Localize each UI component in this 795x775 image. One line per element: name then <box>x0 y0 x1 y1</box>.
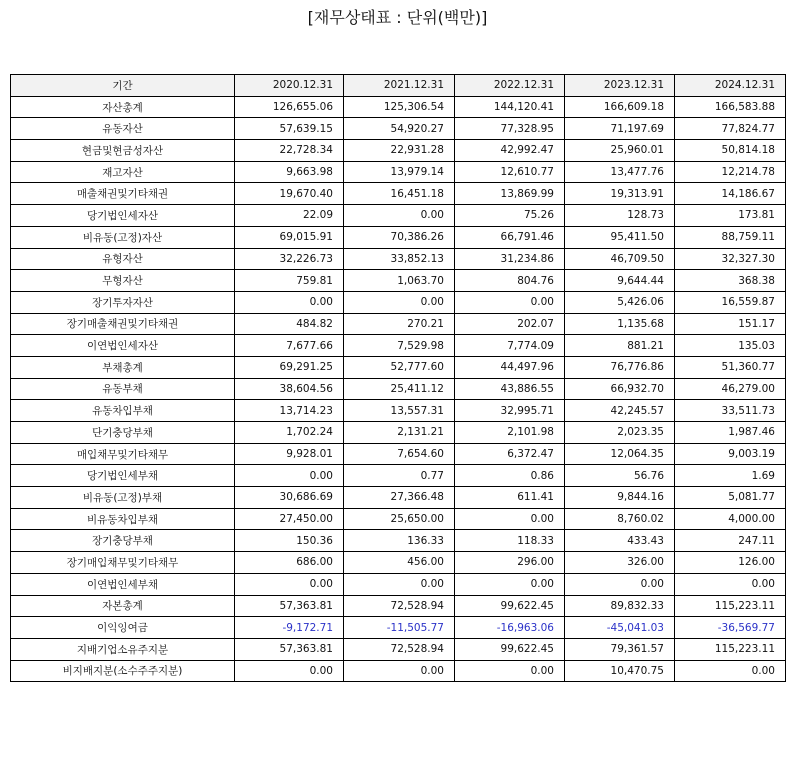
value-cell: -16,963.06 <box>455 617 565 639</box>
value-cell: 0.00 <box>344 660 455 682</box>
row-label: 매출채권및기타채권 <box>11 183 235 205</box>
value-cell: 686.00 <box>235 552 344 574</box>
value-cell: -11,505.77 <box>344 617 455 639</box>
value-cell: 166,583.88 <box>675 96 786 118</box>
value-cell: 13,979.14 <box>344 161 455 183</box>
value-cell: 31,234.86 <box>455 248 565 270</box>
row-label: 부채총계 <box>11 356 235 378</box>
value-cell: 33,852.13 <box>344 248 455 270</box>
table-row <box>11 660 786 682</box>
table-header-row <box>11 75 786 97</box>
value-cell: 77,328.95 <box>455 118 565 140</box>
row-label: 비유동(고정)자산 <box>11 226 235 248</box>
row-label: 자본총계 <box>11 595 235 617</box>
row-label: 장기충당부채 <box>11 530 235 552</box>
row-label: 재고자산 <box>11 161 235 183</box>
value-cell: 0.00 <box>455 291 565 313</box>
value-cell: 13,714.23 <box>235 400 344 422</box>
value-cell: 4,000.00 <box>675 508 786 530</box>
value-cell: 13,557.31 <box>344 400 455 422</box>
value-cell: 118.33 <box>455 530 565 552</box>
value-cell: 13,477.76 <box>565 161 675 183</box>
value-cell: 2,131.21 <box>344 422 455 444</box>
value-cell: 115,223.11 <box>675 638 786 660</box>
value-cell: 1,702.24 <box>235 422 344 444</box>
value-cell: 144,120.41 <box>455 96 565 118</box>
row-label: 지배기업소유주지분 <box>11 638 235 660</box>
value-cell: 75.26 <box>455 205 565 227</box>
value-cell: 43,886.55 <box>455 378 565 400</box>
value-cell: 51,360.77 <box>675 356 786 378</box>
value-cell: 46,279.00 <box>675 378 786 400</box>
value-cell: 115,223.11 <box>675 595 786 617</box>
value-cell: 12,064.35 <box>565 443 675 465</box>
value-cell: 135.03 <box>675 335 786 357</box>
row-label: 비유동차입부채 <box>11 508 235 530</box>
table-row <box>11 161 786 183</box>
value-cell: 22,931.28 <box>344 140 455 162</box>
table-row <box>11 313 786 335</box>
value-cell: 247.11 <box>675 530 786 552</box>
value-cell: 16,451.18 <box>344 183 455 205</box>
value-cell: 69,291.25 <box>235 356 344 378</box>
value-cell: 25,650.00 <box>344 508 455 530</box>
value-cell: 2,023.35 <box>565 422 675 444</box>
table-row <box>11 140 786 162</box>
table-row <box>11 400 786 422</box>
value-cell: 433.43 <box>565 530 675 552</box>
value-cell: 25,411.12 <box>344 378 455 400</box>
value-cell: 270.21 <box>344 313 455 335</box>
value-cell: 759.81 <box>235 270 344 292</box>
row-label: 매입채무및기타채무 <box>11 443 235 465</box>
value-cell: 42,992.47 <box>455 140 565 162</box>
page-title: [재무상태표 : 단위(백만)] <box>307 8 488 27</box>
row-label: 무형자산 <box>11 270 235 292</box>
table-row <box>11 96 786 118</box>
table-row <box>11 508 786 530</box>
value-cell: 10,470.75 <box>565 660 675 682</box>
value-cell: 0.00 <box>455 660 565 682</box>
header-year: 2024.12.31 <box>675 75 786 97</box>
value-cell: 128.73 <box>565 205 675 227</box>
value-cell: 32,327.30 <box>675 248 786 270</box>
value-cell: 9,844.16 <box>565 487 675 509</box>
value-cell: 57,363.81 <box>235 638 344 660</box>
row-label: 자산총계 <box>11 96 235 118</box>
value-cell: 202.07 <box>455 313 565 335</box>
value-cell: 38,604.56 <box>235 378 344 400</box>
row-label: 장기매입채무및기타채무 <box>11 552 235 574</box>
table-row <box>11 617 786 639</box>
value-cell: 5,081.77 <box>675 487 786 509</box>
value-cell: 0.00 <box>344 205 455 227</box>
value-cell: 0.77 <box>344 465 455 487</box>
value-cell: 368.38 <box>675 270 786 292</box>
row-label: 당기법인세자산 <box>11 205 235 227</box>
row-label: 유동차입부채 <box>11 400 235 422</box>
value-cell: 1,135.68 <box>565 313 675 335</box>
header-year: 2023.12.31 <box>565 75 675 97</box>
header-period: 기간 <box>11 75 235 97</box>
value-cell: 136.33 <box>344 530 455 552</box>
value-cell: 9,663.98 <box>235 161 344 183</box>
row-label: 이익잉여금 <box>11 617 235 639</box>
row-label: 유동부채 <box>11 378 235 400</box>
table-row <box>11 378 786 400</box>
value-cell: 9,644.44 <box>565 270 675 292</box>
value-cell: 57,363.81 <box>235 595 344 617</box>
value-cell: 9,928.01 <box>235 443 344 465</box>
balance-sheet-table <box>10 74 786 682</box>
table-row <box>11 443 786 465</box>
row-label: 장기매출채권및기타채권 <box>11 313 235 335</box>
value-cell: 0.00 <box>565 573 675 595</box>
value-cell: 484.82 <box>235 313 344 335</box>
row-label: 비지배지분(소수주주지분) <box>11 660 235 682</box>
value-cell: -9,172.71 <box>235 617 344 639</box>
value-cell: 151.17 <box>675 313 786 335</box>
value-cell: 33,511.73 <box>675 400 786 422</box>
table-row <box>11 356 786 378</box>
table-row <box>11 638 786 660</box>
value-cell: 1.69 <box>675 465 786 487</box>
value-cell: 125,306.54 <box>344 96 455 118</box>
value-cell: 7,677.66 <box>235 335 344 357</box>
value-cell: 19,313.91 <box>565 183 675 205</box>
row-label: 단기충당부채 <box>11 422 235 444</box>
value-cell: 95,411.50 <box>565 226 675 248</box>
value-cell: 5,426.06 <box>565 291 675 313</box>
value-cell: 1,063.70 <box>344 270 455 292</box>
value-cell: 88,759.11 <box>675 226 786 248</box>
value-cell: 126.00 <box>675 552 786 574</box>
value-cell: 0.00 <box>455 573 565 595</box>
table-row <box>11 530 786 552</box>
value-cell: 25,960.01 <box>565 140 675 162</box>
value-cell: 99,622.45 <box>455 595 565 617</box>
table-row <box>11 183 786 205</box>
value-cell: 12,610.77 <box>455 161 565 183</box>
header-year: 2022.12.31 <box>455 75 565 97</box>
row-label: 유동자산 <box>11 118 235 140</box>
value-cell: -36,569.77 <box>675 617 786 639</box>
table-row <box>11 552 786 574</box>
row-label: 이연법인세자산 <box>11 335 235 357</box>
value-cell: 50,814.18 <box>675 140 786 162</box>
table-row <box>11 205 786 227</box>
value-cell: 0.00 <box>675 660 786 682</box>
table-row <box>11 118 786 140</box>
value-cell: 76,776.86 <box>565 356 675 378</box>
value-cell: 0.00 <box>235 465 344 487</box>
value-cell: 9,003.19 <box>675 443 786 465</box>
value-cell: 42,245.57 <box>565 400 675 422</box>
value-cell: 12,214.78 <box>675 161 786 183</box>
table-row <box>11 595 786 617</box>
value-cell: 32,995.71 <box>455 400 565 422</box>
table-row <box>11 248 786 270</box>
value-cell: 0.00 <box>675 573 786 595</box>
value-cell: 66,932.70 <box>565 378 675 400</box>
value-cell: 456.00 <box>344 552 455 574</box>
value-cell: 326.00 <box>565 552 675 574</box>
table-row <box>11 270 786 292</box>
value-cell: 8,760.02 <box>565 508 675 530</box>
table-row <box>11 226 786 248</box>
value-cell: 56.76 <box>565 465 675 487</box>
value-cell: 89,832.33 <box>565 595 675 617</box>
value-cell: -45,041.03 <box>565 617 675 639</box>
value-cell: 13,869.99 <box>455 183 565 205</box>
value-cell: 22.09 <box>235 205 344 227</box>
value-cell: 173.81 <box>675 205 786 227</box>
value-cell: 72,528.94 <box>344 638 455 660</box>
row-label: 당기법인세부채 <box>11 465 235 487</box>
value-cell: 57,639.15 <box>235 118 344 140</box>
value-cell: 0.00 <box>344 291 455 313</box>
value-cell: 0.00 <box>455 508 565 530</box>
value-cell: 0.00 <box>235 291 344 313</box>
value-cell: 0.00 <box>235 660 344 682</box>
value-cell: 7,529.98 <box>344 335 455 357</box>
value-cell: 14,186.67 <box>675 183 786 205</box>
header-year: 2021.12.31 <box>344 75 455 97</box>
value-cell: 7,774.09 <box>455 335 565 357</box>
table-row <box>11 422 786 444</box>
value-cell: 2,101.98 <box>455 422 565 444</box>
value-cell: 70,386.26 <box>344 226 455 248</box>
value-cell: 69,015.91 <box>235 226 344 248</box>
value-cell: 99,622.45 <box>455 638 565 660</box>
value-cell: 804.76 <box>455 270 565 292</box>
value-cell: 46,709.50 <box>565 248 675 270</box>
value-cell: 126,655.06 <box>235 96 344 118</box>
value-cell: 16,559.87 <box>675 291 786 313</box>
table-row <box>11 291 786 313</box>
table-row <box>11 465 786 487</box>
value-cell: 72,528.94 <box>344 595 455 617</box>
table-row <box>11 335 786 357</box>
value-cell: 1,987.46 <box>675 422 786 444</box>
value-cell: 7,654.60 <box>344 443 455 465</box>
row-label: 현금및현금성자산 <box>11 140 235 162</box>
value-cell: 52,777.60 <box>344 356 455 378</box>
table-row <box>11 573 786 595</box>
value-cell: 27,450.00 <box>235 508 344 530</box>
value-cell: 71,197.69 <box>565 118 675 140</box>
value-cell: 77,824.77 <box>675 118 786 140</box>
row-label: 장기투자자산 <box>11 291 235 313</box>
row-label: 이연법인세부채 <box>11 573 235 595</box>
value-cell: 30,686.69 <box>235 487 344 509</box>
value-cell: 150.36 <box>235 530 344 552</box>
value-cell: 66,791.46 <box>455 226 565 248</box>
value-cell: 44,497.96 <box>455 356 565 378</box>
value-cell: 27,366.48 <box>344 487 455 509</box>
value-cell: 79,361.57 <box>565 638 675 660</box>
value-cell: 166,609.18 <box>565 96 675 118</box>
value-cell: 19,670.40 <box>235 183 344 205</box>
value-cell: 32,226.73 <box>235 248 344 270</box>
value-cell: 22,728.34 <box>235 140 344 162</box>
value-cell: 0.86 <box>455 465 565 487</box>
value-cell: 54,920.27 <box>344 118 455 140</box>
table-row <box>11 487 786 509</box>
header-year: 2020.12.31 <box>235 75 344 97</box>
value-cell: 296.00 <box>455 552 565 574</box>
value-cell: 0.00 <box>235 573 344 595</box>
value-cell: 611.41 <box>455 487 565 509</box>
row-label: 비유동(고정)부채 <box>11 487 235 509</box>
value-cell: 6,372.47 <box>455 443 565 465</box>
value-cell: 881.21 <box>565 335 675 357</box>
value-cell: 0.00 <box>344 573 455 595</box>
row-label: 유형자산 <box>11 248 235 270</box>
